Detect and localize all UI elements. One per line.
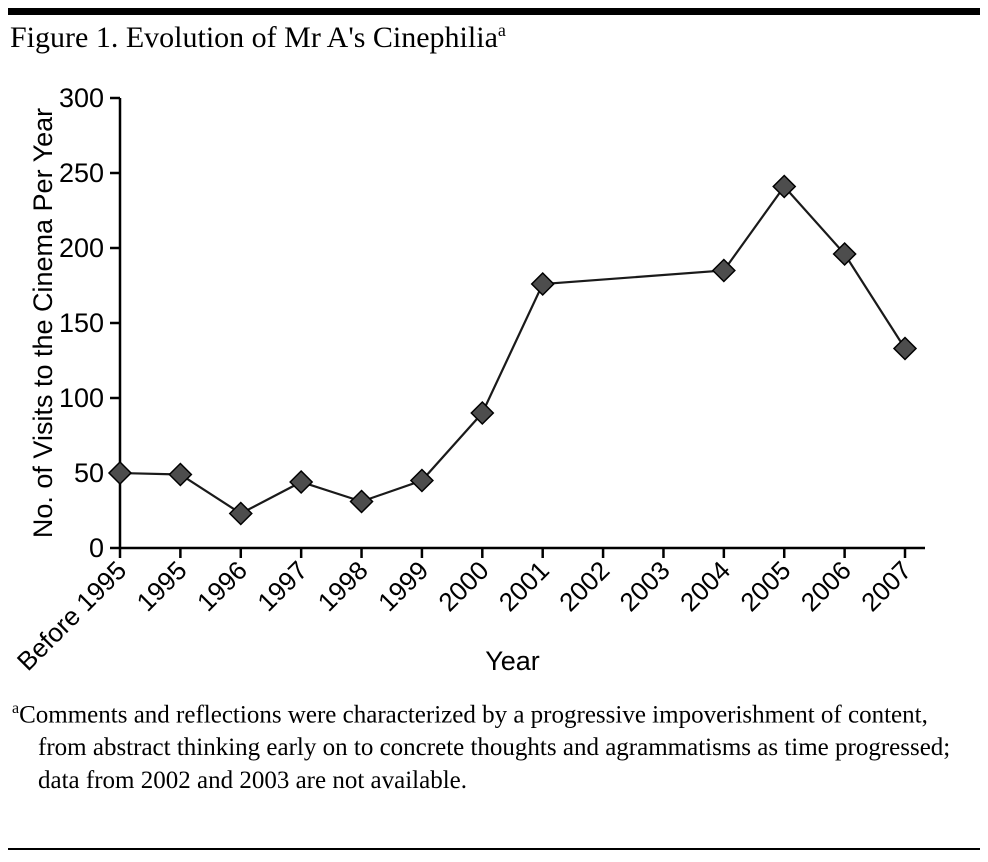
y-tick-label: 250 xyxy=(58,158,104,188)
y-axis-title: No. of Visits to the Cinema Per Year xyxy=(28,107,58,539)
y-tick-label: 100 xyxy=(58,383,104,413)
bottom-rule xyxy=(8,848,980,850)
data-point-marker xyxy=(532,273,554,295)
data-point-marker xyxy=(713,260,735,282)
x-tick-label: 1998 xyxy=(311,555,374,618)
x-tick-label: 2001 xyxy=(492,555,555,618)
x-axis-title: Year xyxy=(485,646,540,676)
figure-title-superscript: a xyxy=(497,20,506,40)
data-point-marker xyxy=(169,464,191,486)
series-line xyxy=(120,187,905,514)
figure-footnote xyxy=(12,698,972,797)
x-tick-label: 1995 xyxy=(130,555,193,618)
data-point-marker xyxy=(109,462,131,484)
footnote-text: Comments and reflections were characterized by a progressive impoverishment of content, from abstract thinking early on to concrete thoughts and agrammatisms as time progressed; data from 2002 and 2003 are not available. xyxy=(19,701,951,795)
footnote-marker: a xyxy=(12,700,20,717)
x-tick-label: 2006 xyxy=(794,555,857,618)
data-point-marker xyxy=(351,491,373,513)
top-rule xyxy=(8,8,980,15)
chart-container xyxy=(10,78,970,678)
data-point-marker xyxy=(230,503,252,525)
x-tick-label: 2002 xyxy=(553,555,616,618)
x-tick-label: Before 1995 xyxy=(10,555,133,677)
x-tick-label: 2005 xyxy=(734,555,797,618)
x-tick-label: 2007 xyxy=(855,555,918,618)
figure-title-text: Figure 1. Evolution of Mr A's Cinephilia xyxy=(10,21,498,54)
y-tick-label: 0 xyxy=(88,533,104,563)
figure-title xyxy=(10,20,506,55)
data-point-marker xyxy=(894,338,916,360)
line-chart xyxy=(10,78,970,678)
y-tick-label: 50 xyxy=(73,458,104,488)
y-tick-label: 150 xyxy=(58,308,104,338)
x-tick-label: 2004 xyxy=(673,555,737,618)
x-tick-label: 2000 xyxy=(432,555,495,618)
x-tick-label: 1999 xyxy=(372,555,435,618)
data-point-marker xyxy=(290,471,312,493)
y-tick-label: 300 xyxy=(58,83,104,113)
y-tick-label: 200 xyxy=(58,233,104,263)
x-tick-label: 1996 xyxy=(190,555,254,618)
x-tick-label: 1997 xyxy=(251,555,314,618)
x-tick-label: 2003 xyxy=(613,555,676,618)
